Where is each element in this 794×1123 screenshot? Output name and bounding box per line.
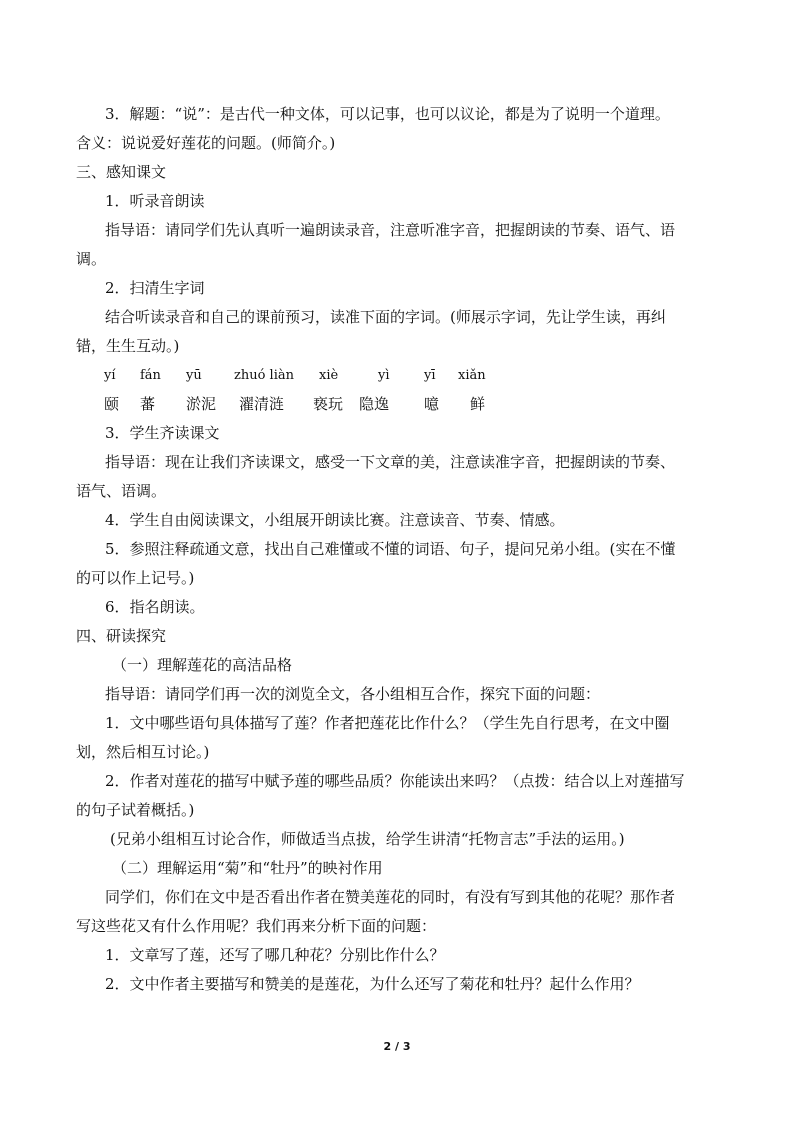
text-line: 同学们，你们在文中是否看出作者在赞美莲花的同时，有没有写到其他的花呢？那作者 [105, 888, 676, 906]
text-line: （一）理解莲花的高洁品格 [112, 656, 293, 674]
text-line: 的可以作上记号。) [76, 569, 195, 587]
vocab-word: 蕃 [140, 395, 156, 413]
pinyin-label: yì [378, 368, 390, 383]
text-line: 划，然后相互讨论。) [76, 743, 210, 761]
text-block-2 [76, 419, 726, 999]
vocab-word: 淤泥 [186, 395, 217, 413]
pinyin-row [76, 361, 726, 390]
vocab-word: 鲜 [470, 395, 486, 413]
text-line: 4．学生自由阅读课文，小组展开朗读比赛。注意读音、节奏、情感。 [105, 511, 565, 529]
text-line: 2．扫清生字词 [105, 279, 205, 297]
vocab-chars-row [76, 390, 726, 419]
pinyin-label: xiǎn [458, 368, 486, 383]
text-line: 2．作者对莲花的描写中赋予莲的哪些品质？你能读出来吗？（点拨：结合以上对莲描写 [105, 772, 685, 790]
text-line: 1．听录音朗读 [105, 192, 205, 210]
text-line: 1．文章写了莲，还写了哪几种花？分别比作什么？ [105, 946, 445, 964]
text-line: (兄弟小组相互讨论合作，师做适当点拔，给学生讲清“托物言志”手法的运用。) [110, 830, 625, 848]
vocab-word: 噫 [424, 395, 440, 413]
vocab-word: 亵玩 [313, 395, 344, 413]
text-line: 6．指名朗读。 [105, 598, 205, 616]
text-line: 指导语：请同学们先认真听一遍朗读录音，注意听准字音，把握朗读的节奏、语气、语 [105, 221, 676, 239]
pinyin-label: yū [186, 368, 202, 383]
text-line: 3．解题：“说”：是古代一种文体，可以记事，也可以议论，都是为了说明一个道理。 [105, 105, 670, 123]
text-line: 2．文中作者主要描写和赞美的是莲花，为什么还写了菊花和牡丹？起什么作用？ [105, 975, 640, 993]
vocab-word: 濯清涟 [239, 395, 285, 413]
pinyin-label: yī [424, 368, 436, 383]
text-line: 的句子试着概括。) [76, 801, 195, 819]
text-line: 三、感知课文 [76, 163, 167, 181]
text-line: 结合听读录音和自己的课前预习，读准下面的字词。(师展示字词，先让学生读，再纠 [105, 308, 666, 326]
page-number: 2 / 3 [383, 1040, 411, 1053]
text-line: 调。 [76, 250, 107, 268]
text-line: 写这些花又有什么作用呢？我们再来分析下面的问题： [76, 917, 437, 935]
text-line: 含义：说说爱好莲花的问题。(师简介。) [76, 134, 336, 152]
vocab-word: 颐 [104, 395, 120, 413]
vocab-word: 隐逸 [359, 395, 390, 413]
text-line: 四、研读探究 [76, 627, 167, 645]
pinyin-label: zhuó liàn [234, 368, 294, 383]
text-block-1 [76, 100, 726, 361]
text-line: 1．文中哪些语句具体描写了莲？作者把莲花比作什么？（学生先自行思考，在文中圈 [105, 714, 670, 732]
text-line: 指导语：请同学们再一次的浏览全文，各小组相互合作，探究下面的问题： [105, 685, 601, 703]
text-line: 指导语：现在让我们齐读课文，感受一下文章的美，注意读准字音，把握朗读的节奏、 [105, 453, 676, 471]
pinyin-label: fán [140, 368, 161, 383]
text-line: 3．学生齐读课文 [105, 424, 220, 442]
pinyin-label: xiè [319, 368, 339, 383]
document-body [76, 100, 726, 999]
text-line: 错，生生互动。) [76, 337, 180, 355]
text-line: 语气、语调。 [76, 482, 167, 500]
pinyin-label: yí [104, 368, 116, 383]
text-line: 5．参照注释疏通文意，找出自己难懂或不懂的词语、句子，提问兄弟小组。(实在不懂 [105, 540, 676, 558]
text-line: （二）理解运用“菊”和“牡丹”的映衬作用 [112, 859, 383, 877]
